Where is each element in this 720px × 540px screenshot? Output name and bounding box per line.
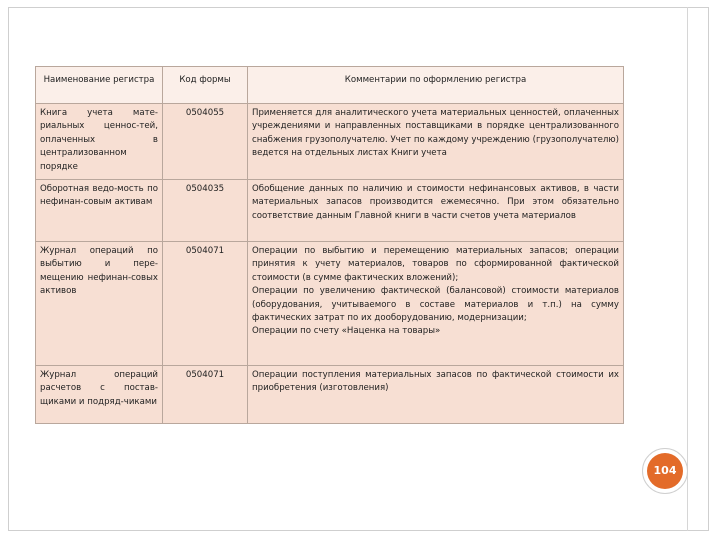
right-margin-rule [687,7,688,531]
form-code-cell: 0504035 [163,180,248,242]
header-register-name: Наименование регистра [36,67,163,104]
header-form-code: Код формы [163,67,248,104]
register-name-cell: Книга учета мате-риальных ценнос-тей, оплаченных в централизованном порядке [36,104,163,180]
comment-cell: Применяется для аналитического учета материальных ценностей, оплаченных учреждениями и направленных поставщиками в порядке централизованного снабжения грузополучателю. Учет по каждому учреждению (грузополучателю) ведется на отдельных листах Книги учета [248,104,624,180]
register-table [35,66,624,424]
table-header-row [36,67,624,104]
page-number: 104 [647,453,683,489]
header-comments: Комментарии по оформлению регистра [248,67,624,104]
table-row [36,104,624,180]
form-code-cell: 0504055 [163,104,248,180]
form-code-cell: 0504071 [163,242,248,366]
table-row [36,242,624,366]
table-row [36,366,624,424]
register-name-cell: Оборотная ведо-мость по нефинан-совым активам [36,180,163,242]
comment-cell: Операции по выбытию и перемещению материальных запасов; операции принятия к учету материалов, товаров по сформированной фактической стоимости (в сумме фактических вложений); Операции по увеличению фактической (балансовой) стоимости материалов (оборудования, учитываемого в составе материалов и т.п.) на сумму фактических затрат по их дооборудованию, модернизации; Операции по счету «Наценка на товары» [248,242,624,366]
table-row [36,180,624,242]
page-number-badge [642,448,688,494]
comment-cell: Операции поступления материальных запасов по фактической стоимости их приобретения (изготовления) [248,366,624,424]
comment-cell: Обобщение данных по наличию и стоимости нефинансовых активов, в части материальных запасов производится ежемесячно. При этом обязательно соответствие данным Главной книги в части счетов учета материалов [248,180,624,242]
register-name-cell: Журнал операций по выбытию и пере-мещению нефинан-совых активов [36,242,163,366]
register-name-cell: Журнал операций расчетов с постав-щиками и подряд-чиками [36,366,163,424]
form-code-cell: 0504071 [163,366,248,424]
